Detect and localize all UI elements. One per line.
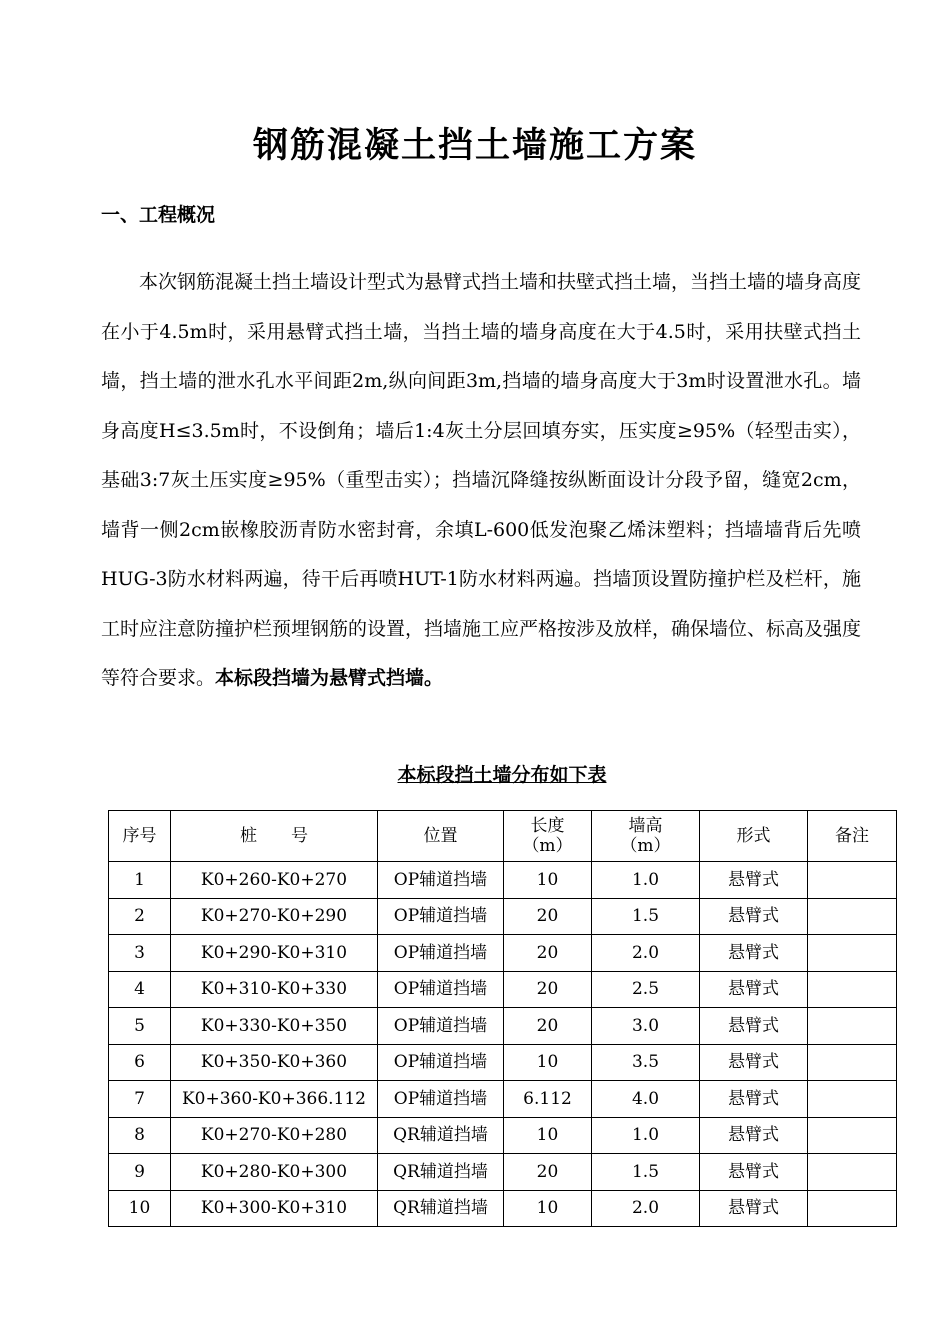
cell-height: 1.5 <box>592 1154 700 1191</box>
cell-location: OP辅道挡墙 <box>378 935 504 972</box>
cell-length: 20 <box>504 935 592 972</box>
cell-station: K0+360-K0+366.112 <box>171 1081 378 1118</box>
cell-form: 悬臂式 <box>700 1081 808 1118</box>
header-remarks: 备注 <box>808 811 897 862</box>
cell-form: 悬臂式 <box>700 935 808 972</box>
cell-location: OP辅道挡墙 <box>378 1081 504 1118</box>
cell-station: K0+290-K0+310 <box>171 935 378 972</box>
cell-form: 悬臂式 <box>700 1008 808 1045</box>
cell-location: OP辅道挡墙 <box>378 971 504 1008</box>
header-height <box>592 811 700 862</box>
cell-height: 3.5 <box>592 1044 700 1081</box>
cell-form: 悬臂式 <box>700 1190 808 1227</box>
cell-length: 20 <box>504 1154 592 1191</box>
cell-form: 悬臂式 <box>700 898 808 935</box>
cell-remarks <box>808 1117 897 1154</box>
cell-location: QR辅道挡墙 <box>378 1117 504 1154</box>
cell-height: 2.0 <box>592 935 700 972</box>
table-body <box>109 862 897 1227</box>
table-row <box>109 1081 897 1118</box>
cell-station: K0+270-K0+290 <box>171 898 378 935</box>
cell-station: K0+300-K0+310 <box>171 1190 378 1227</box>
cell-station: K0+280-K0+300 <box>171 1154 378 1191</box>
cell-height: 1.0 <box>592 1117 700 1154</box>
cell-station: K0+310-K0+330 <box>171 971 378 1008</box>
cell-remarks <box>808 971 897 1008</box>
cell-seq: 7 <box>109 1081 171 1118</box>
cell-seq: 6 <box>109 1044 171 1081</box>
table-header-row <box>109 811 897 862</box>
cell-remarks <box>808 898 897 935</box>
cell-length: 20 <box>504 1008 592 1045</box>
cell-location: QR辅道挡墙 <box>378 1154 504 1191</box>
table-row <box>109 862 897 899</box>
cell-remarks <box>808 862 897 899</box>
cell-remarks <box>808 1154 897 1191</box>
cell-location: OP辅道挡墙 <box>378 862 504 899</box>
cell-seq: 4 <box>109 971 171 1008</box>
overview-paragraph <box>101 258 861 704</box>
cell-length: 20 <box>504 971 592 1008</box>
header-form: 形式 <box>700 811 808 862</box>
cell-form: 悬臂式 <box>700 1044 808 1081</box>
document-title: 钢筋混凝土挡土墙施工方案 <box>252 125 697 166</box>
cell-station: K0+270-K0+280 <box>171 1117 378 1154</box>
cell-length: 20 <box>504 898 592 935</box>
cell-seq: 2 <box>109 898 171 935</box>
table-row <box>109 1044 897 1081</box>
cell-height: 3.0 <box>592 1008 700 1045</box>
cell-location: QR辅道挡墙 <box>378 1190 504 1227</box>
table-row <box>109 935 897 972</box>
cell-length: 10 <box>504 862 592 899</box>
cell-height: 1.0 <box>592 862 700 899</box>
cell-form: 悬臂式 <box>700 1117 808 1154</box>
cell-location: OP辅道挡墙 <box>378 1008 504 1045</box>
cell-remarks <box>808 1044 897 1081</box>
table-row <box>109 971 897 1008</box>
header-length-label: 长度 <box>530 816 565 836</box>
cell-remarks <box>808 935 897 972</box>
cell-form: 悬臂式 <box>700 971 808 1008</box>
table-row <box>109 1008 897 1045</box>
cell-station: K0+350-K0+360 <box>171 1044 378 1081</box>
header-length <box>504 811 592 862</box>
cell-location: OP辅道挡墙 <box>378 898 504 935</box>
cell-length: 6.112 <box>504 1081 592 1118</box>
cell-station: K0+330-K0+350 <box>171 1008 378 1045</box>
paragraph-bold-text: 本标段挡墙为悬臂式挡墙。 <box>215 667 444 689</box>
cell-height: 2.5 <box>592 971 700 1008</box>
table-row <box>109 898 897 935</box>
cell-height: 4.0 <box>592 1081 700 1118</box>
header-station: 桩 号 <box>171 811 378 862</box>
cell-seq: 1 <box>109 862 171 899</box>
header-height-label: 墙高 <box>628 816 663 836</box>
cell-seq: 3 <box>109 935 171 972</box>
cell-length: 10 <box>504 1117 592 1154</box>
cell-seq: 9 <box>109 1154 171 1191</box>
cell-height: 1.5 <box>592 898 700 935</box>
cell-length: 10 <box>504 1044 592 1081</box>
table-caption: 本标段挡土墙分布如下表 <box>397 764 607 786</box>
cell-remarks <box>808 1081 897 1118</box>
cell-remarks <box>808 1008 897 1045</box>
table-row <box>109 1154 897 1191</box>
paragraph-text: 本次钢筋混凝土挡土墙设计型式为悬臂式挡土墙和扶壁式挡土墙，当挡土墙的墙身高度在小于4.5m时，采用悬臂式挡土墙，当挡土墙的墙身高度在大于4.5时，采用扶壁式挡土墙，挡土墙的泄水孔水平间距2m,纵向间距3m,挡墙的墙身高度大于3m时设置泄水孔。墙身高度H≤3.5m时，不设倒角；墙后1:4灰土分层回填夯实，压实度≥95%（轻型击实），基础3:7灰土压实度≥95%（重型击实）；挡墙沉降缝按纵断面设计分段予留，缝宽2cm，墙背一侧2cm嵌橡胶沥青防水密封膏，余填L-600低发泡聚乙烯沫塑料；挡墙墙背后先喷HUG-3防水材料两遍，待干后再喷HUT-1防水材料两遍。挡墙顶设置防撞护栏及栏杆，施工时应注意防撞护栏预埋钢筋的设置，挡墙施工应严格按涉及放样，确保墙位、标高及强度等符合要求。 <box>101 271 862 689</box>
cell-height: 2.0 <box>592 1190 700 1227</box>
cell-form: 悬臂式 <box>700 1154 808 1191</box>
cell-seq: 8 <box>109 1117 171 1154</box>
cell-station: K0+260-K0+270 <box>171 862 378 899</box>
cell-form: 悬臂式 <box>700 862 808 899</box>
retaining-wall-table <box>108 810 897 1227</box>
cell-location: OP辅道挡墙 <box>378 1044 504 1081</box>
section-heading: 一、工程概况 <box>101 204 216 226</box>
table-row <box>109 1190 897 1227</box>
header-location: 位置 <box>378 811 504 862</box>
cell-length: 10 <box>504 1190 592 1227</box>
header-length-unit: （m） <box>522 836 573 856</box>
table-row <box>109 1117 897 1154</box>
header-height-unit: （m） <box>620 836 671 856</box>
cell-remarks <box>808 1190 897 1227</box>
header-seq: 序号 <box>109 811 171 862</box>
cell-seq: 10 <box>109 1190 171 1227</box>
cell-seq: 5 <box>109 1008 171 1045</box>
